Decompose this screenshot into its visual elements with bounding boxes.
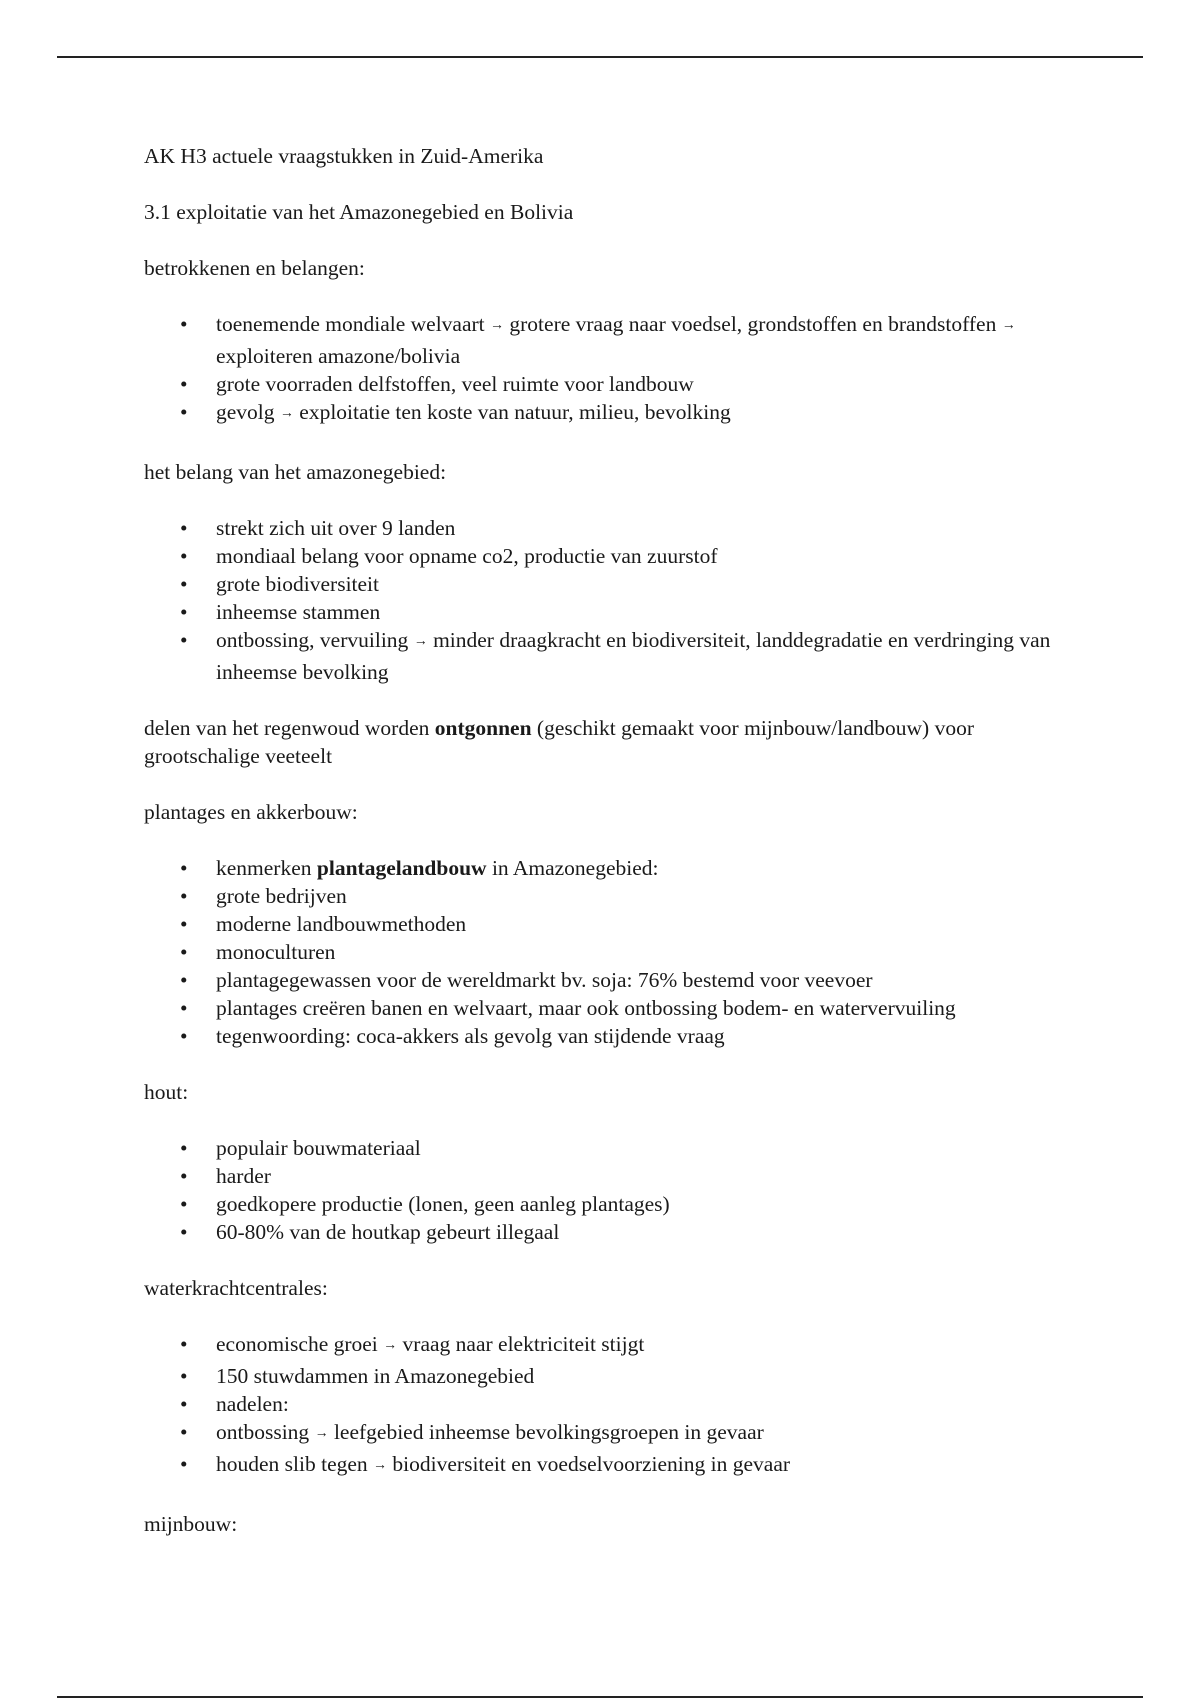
list-item: • monoculturen — [216, 938, 1064, 966]
subheading-hout: hout: — [144, 1080, 189, 1104]
list-item: • goedkopere productie (lonen, geen aanleg plantages) — [216, 1190, 1064, 1218]
list-item: • 150 stuwdammen in Amazonegebied — [216, 1362, 1064, 1390]
subheading-betrokkenen: betrokkenen en belangen: — [144, 256, 365, 280]
paragraph-ontgonnen: delen van het regenwoud worden ontgonnen (geschikt gemaakt voor mijnbouw/landbouw) voor grootschalige veeteelt — [144, 716, 974, 768]
subheading-belang: het belang van het amazonegebied: — [144, 460, 447, 484]
document-body — [144, 142, 1064, 1566]
document-title: AK H3 actuele vraagstukken in Zuid-Amerika — [144, 144, 544, 168]
arrow-icon: → — [1001, 318, 1016, 333]
list-item: • economische groei → vraag naar elektriciteit stijgt — [216, 1330, 1064, 1362]
section-heading: 3.1 exploitatie van het Amazonegebied en Bolivia — [144, 200, 574, 224]
arrow-icon: → — [490, 318, 505, 333]
bold-term: ontgonnen — [434, 716, 532, 740]
list-item: • strekt zich uit over 9 landen — [216, 514, 1064, 542]
list-item: • moderne landbouwmethoden — [216, 910, 1064, 938]
list-item: • inheemse stammen — [216, 598, 1064, 626]
list-waterkracht — [144, 1330, 1064, 1482]
list-item: • plantagegewassen voor de wereldmarkt bv. soja: 76% bestemd voor veevoer — [216, 966, 1064, 994]
list-item: • 60-80% van de houtkap gebeurt illegaal — [216, 1218, 1064, 1246]
list-belang — [144, 514, 1064, 686]
list-item: • grote voorraden delfstoffen, veel ruimte voor landbouw — [216, 370, 1064, 398]
list-betrokkenen — [144, 310, 1064, 430]
list-item: • gevolg → exploitatie ten koste van natuur, milieu, bevolking — [216, 398, 1064, 430]
list-hout — [144, 1134, 1064, 1246]
subheading-waterkracht: waterkrachtcentrales: — [144, 1276, 328, 1300]
arrow-icon: → — [373, 1458, 388, 1473]
arrow-icon: → — [314, 1426, 329, 1441]
list-item: • plantages creëren banen en welvaart, maar ook ontbossing bodem- en watervervuiling — [216, 994, 1064, 1022]
list-item: • grote biodiversiteit — [216, 570, 1064, 598]
arrow-icon: → — [413, 634, 428, 649]
list-item: • tegenwoording: coca-akkers als gevolg van stijdende vraag — [216, 1022, 1064, 1050]
footer-rule — [57, 1696, 1143, 1698]
arrow-icon: → — [279, 406, 294, 421]
list-item: • grote bedrijven — [216, 882, 1064, 910]
subheading-plantages: plantages en akkerbouw: — [144, 800, 358, 824]
header-rule — [57, 56, 1143, 58]
list-item: • houden slib tegen → biodiversiteit en voedselvoorziening in gevaar — [216, 1450, 1064, 1482]
list-item: • mondiaal belang voor opname co2, productie van zuurstof — [216, 542, 1064, 570]
list-item: • populair bouwmateriaal — [216, 1134, 1064, 1162]
arrow-icon: → — [383, 1338, 398, 1353]
subheading-mijnbouw: mijnbouw: — [144, 1512, 238, 1536]
list-item: • toenemende mondiale welvaart → grotere vraag naar voedsel, grondstoffen en brandstoffen → exploiteren amazone/bolivia — [216, 310, 1064, 370]
bold-term: plantagelandbouw — [316, 856, 487, 880]
list-item: • harder — [216, 1162, 1064, 1190]
list-item: • nadelen: — [216, 1390, 1064, 1418]
list-plantages — [144, 854, 1064, 1050]
list-item: • ontbossing → leefgebied inheemse bevolkingsgroepen in gevaar — [216, 1418, 1064, 1450]
list-item: • ontbossing, vervuiling → minder draagkracht en biodiversiteit, landdegradatie en verdringing van inheemse bevolking — [216, 626, 1064, 686]
list-item: • kenmerken plantagelandbouw in Amazonegebied: — [216, 854, 1064, 882]
